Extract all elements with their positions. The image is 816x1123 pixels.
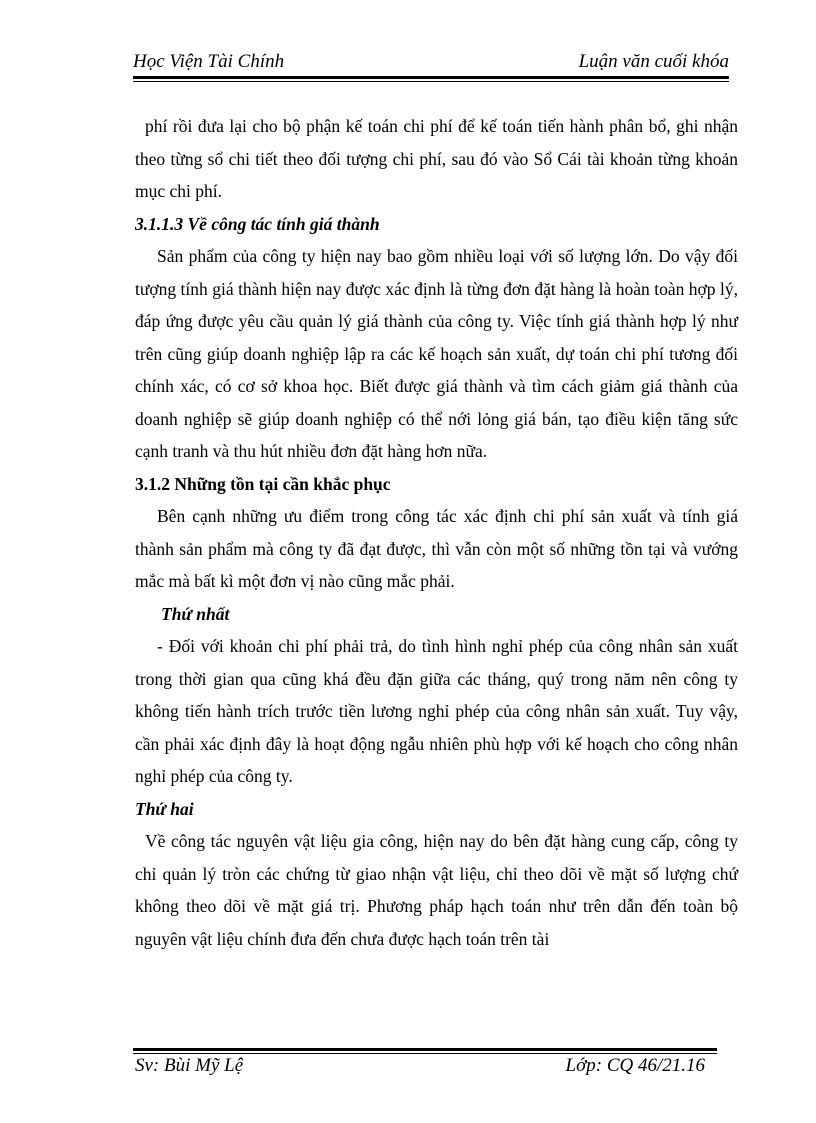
sub-heading-second: Thứ hai: [135, 798, 194, 819]
paragraph-shortcomings-intro: Bên cạnh những ưu điểm trong công tác xác định chi phí sản xuất và tính giá thành sản phẩm mà công ty đã đạt được, thì vẫn còn một số những tồn tại và vướng mắc mà bất kì một đơn vị nào cũng mắc phải.: [135, 506, 738, 591]
paragraph-continuation: phí rồi đưa lại cho bộ phận kế toán chi phí để kế toán tiến hành phân bổ, ghi nhận theo từng sổ chi tiết theo đối tượng chi phí, sau đó vào Sổ Cái tài khoản từng khoản mục chi phí.: [135, 116, 738, 201]
section-heading-3-1-1-3: 3.1.1.3 Về công tác tính giá thành: [135, 213, 380, 234]
footer-student-name: Sv: Bùi Mỹ Lệ: [135, 1055, 244, 1076]
footer-rule-thick: [133, 1048, 717, 1051]
paragraph-first-point: - Đối với khoản chi phí phải trả, do tình hình nghỉ phép của công nhân sản xuất trong thời gian qua cũng khá đều đặn giữa các tháng, quý trong năm nên công ty không tiến hành trích trước tiền lương nghỉ phép của công nhân sản xuất. Tuy vậy, cần phải xác định đây là hoạt động ngẫu nhiên phù hợp với kế hoạch cho công nhân nghỉ phép của công ty.: [135, 636, 738, 786]
sub-heading-first: Thứ nhất: [161, 603, 230, 624]
section-heading-3-1-2: 3.1.2 Những tồn tại cần khắc phục: [135, 473, 391, 494]
footer-class-code: Lớp: CQ 46/21.16: [565, 1055, 705, 1076]
header-rule-thick: [133, 76, 729, 79]
header-institution: Học Viện Tài Chính: [133, 51, 285, 72]
header-rule-thin: [133, 81, 729, 82]
paragraph-second-point: Về công tác nguyên vật liệu gia công, hiện nay do bên đặt hàng cung cấp, công ty chỉ quản lý tròn các chứng từ giao nhận vật liệu, chỉ theo dõi về mặt số lượng chứ không theo dõi về mặt giá trị. Phương pháp hạch toán như trên dẫn đến toàn bộ nguyên vật liệu chính đưa đến chưa được hạch toán trên tài: [135, 831, 738, 949]
paragraph-costing: Sản phẩm của công ty hiện nay bao gồm nhiều loại với số lượng lớn. Do vậy đối tượng tính giá thành hiện nay được xác định là từng đơn đặt hàng là hoàn toàn hợp lý, đáp ứng được yêu cầu quản lý giá thành của công ty. Việc tính giá thành hợp lý như trên cũng giúp doanh nghiệp lập ra các kế hoạch sản xuất, dự toán chi phí tương đối chính xác, có cơ sở khoa học. Biết được giá thành và tìm cách giảm giá thành của doanh nghiệp sẽ giúp doanh nghiệp có thể nới lỏng giá bán, tạo điều kiện tăng sức cạnh tranh và thu hút nhiều đơn đặt hàng hơn nữa.: [135, 246, 738, 461]
page-body: [135, 110, 738, 955]
header-document-type: Luận văn cuối khóa: [578, 51, 729, 72]
page-header: [133, 49, 729, 75]
page-footer: [133, 1053, 705, 1079]
